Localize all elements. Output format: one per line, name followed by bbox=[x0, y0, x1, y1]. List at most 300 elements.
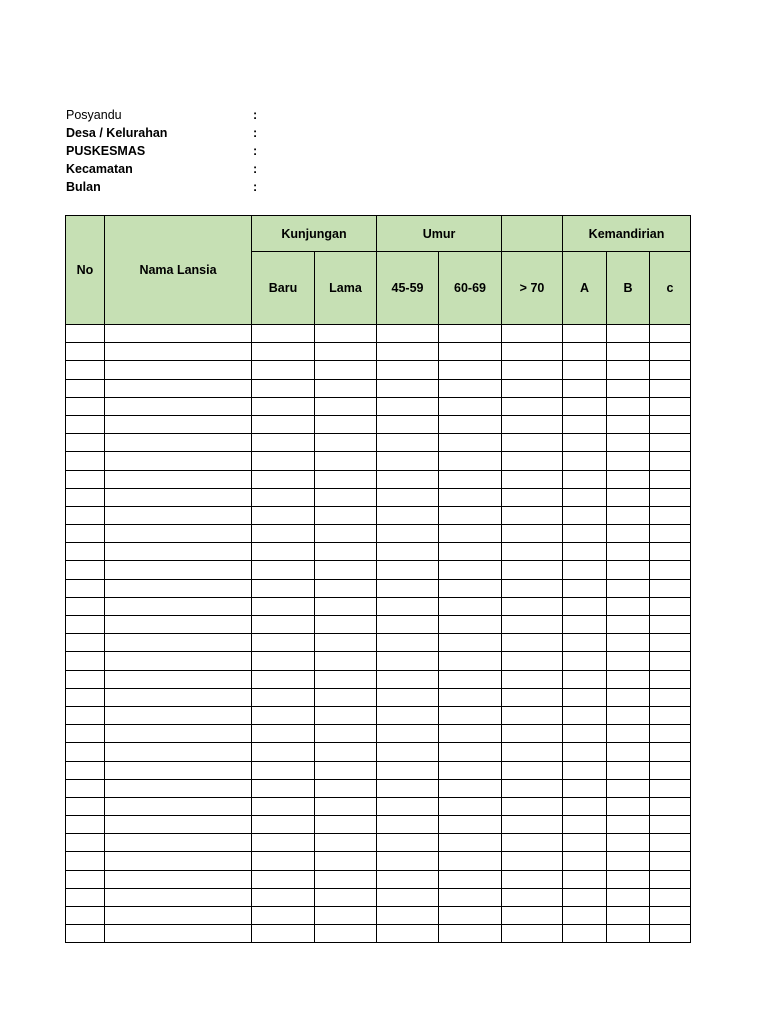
table-cell bbox=[502, 688, 563, 706]
table-cell bbox=[563, 888, 607, 906]
table-cell bbox=[315, 816, 377, 834]
table-cell bbox=[315, 725, 377, 743]
table-row bbox=[66, 616, 691, 634]
sub-c-header: c bbox=[650, 252, 691, 325]
table-row bbox=[66, 907, 691, 925]
table-cell bbox=[439, 379, 502, 397]
table-cell bbox=[315, 797, 377, 815]
table-cell bbox=[607, 652, 650, 670]
table-cell bbox=[105, 652, 252, 670]
table-cell bbox=[607, 379, 650, 397]
table-cell bbox=[439, 506, 502, 524]
table-cell bbox=[252, 543, 315, 561]
table-cell bbox=[377, 597, 439, 615]
table-cell bbox=[439, 579, 502, 597]
table-cell bbox=[650, 488, 691, 506]
table-cell bbox=[563, 543, 607, 561]
sub-baru-header: Baru bbox=[252, 252, 315, 325]
table-cell bbox=[66, 525, 105, 543]
table-cell bbox=[607, 725, 650, 743]
table-cell bbox=[377, 634, 439, 652]
table-cell bbox=[563, 397, 607, 415]
table-cell bbox=[563, 616, 607, 634]
group-kemandirian-header: Kemandirian bbox=[563, 216, 691, 252]
table-cell bbox=[502, 725, 563, 743]
table-cell bbox=[502, 925, 563, 943]
table-cell bbox=[439, 725, 502, 743]
table-cell bbox=[607, 452, 650, 470]
table-row bbox=[66, 852, 691, 870]
table-cell bbox=[66, 470, 105, 488]
table-cell bbox=[66, 488, 105, 506]
table-cell bbox=[650, 852, 691, 870]
table-cell bbox=[252, 670, 315, 688]
table-row bbox=[66, 415, 691, 433]
table-cell bbox=[105, 761, 252, 779]
table-cell bbox=[105, 834, 252, 852]
table-cell bbox=[66, 597, 105, 615]
table-cell bbox=[563, 688, 607, 706]
group-kunjungan-header: Kunjungan bbox=[252, 216, 377, 252]
table-cell bbox=[502, 706, 563, 724]
table-cell bbox=[439, 816, 502, 834]
table-cell bbox=[377, 325, 439, 343]
table-row bbox=[66, 652, 691, 670]
table-cell bbox=[377, 797, 439, 815]
table-row bbox=[66, 379, 691, 397]
table-cell bbox=[607, 561, 650, 579]
table-cell bbox=[315, 506, 377, 524]
table-cell bbox=[502, 670, 563, 688]
field-label: Posyandu bbox=[66, 108, 122, 122]
table-cell bbox=[252, 325, 315, 343]
table-cell bbox=[439, 761, 502, 779]
table-cell bbox=[502, 579, 563, 597]
table-cell bbox=[563, 470, 607, 488]
table-row bbox=[66, 779, 691, 797]
table-cell bbox=[66, 706, 105, 724]
table-cell bbox=[315, 907, 377, 925]
table-cell bbox=[66, 543, 105, 561]
table-cell bbox=[315, 470, 377, 488]
table-cell bbox=[607, 415, 650, 433]
table-cell bbox=[377, 743, 439, 761]
table-cell bbox=[650, 452, 691, 470]
table-cell bbox=[315, 361, 377, 379]
table-cell bbox=[252, 725, 315, 743]
table-cell bbox=[607, 816, 650, 834]
table-cell bbox=[439, 525, 502, 543]
table-cell bbox=[252, 561, 315, 579]
table-row bbox=[66, 725, 691, 743]
table-cell bbox=[105, 397, 252, 415]
table-row bbox=[66, 888, 691, 906]
sub-60-69-header: 60-69 bbox=[439, 252, 502, 325]
table-cell bbox=[563, 434, 607, 452]
table-cell bbox=[377, 907, 439, 925]
table-cell bbox=[650, 415, 691, 433]
table-cell bbox=[439, 870, 502, 888]
table-cell bbox=[105, 870, 252, 888]
table-cell bbox=[377, 816, 439, 834]
table-cell bbox=[66, 907, 105, 925]
table-cell bbox=[105, 616, 252, 634]
table-row bbox=[66, 743, 691, 761]
table-cell bbox=[105, 506, 252, 524]
table-cell bbox=[563, 652, 607, 670]
table-cell bbox=[439, 561, 502, 579]
table-cell bbox=[252, 343, 315, 361]
field-label: Bulan bbox=[66, 180, 101, 194]
table-cell bbox=[439, 888, 502, 906]
table-cell bbox=[563, 870, 607, 888]
sub-a-header: A bbox=[563, 252, 607, 325]
table-cell bbox=[315, 379, 377, 397]
table-cell bbox=[315, 779, 377, 797]
table-cell bbox=[252, 470, 315, 488]
table-row bbox=[66, 597, 691, 615]
table-cell bbox=[252, 761, 315, 779]
table-cell bbox=[66, 452, 105, 470]
table-cell bbox=[439, 779, 502, 797]
table-cell bbox=[607, 888, 650, 906]
table-cell bbox=[502, 652, 563, 670]
table-cell bbox=[563, 361, 607, 379]
table-cell bbox=[650, 816, 691, 834]
table-cell bbox=[105, 543, 252, 561]
table-cell bbox=[650, 925, 691, 943]
col-nama-lansia-header: Nama Lansia bbox=[105, 216, 252, 325]
table-cell bbox=[650, 343, 691, 361]
table-cell bbox=[607, 834, 650, 852]
table-cell bbox=[607, 579, 650, 597]
table-cell bbox=[315, 415, 377, 433]
table-cell bbox=[563, 325, 607, 343]
table-cell bbox=[66, 343, 105, 361]
table-cell bbox=[66, 434, 105, 452]
table-cell bbox=[377, 343, 439, 361]
table-cell bbox=[650, 597, 691, 615]
table-cell bbox=[377, 925, 439, 943]
table-cell bbox=[377, 470, 439, 488]
table-cell bbox=[607, 325, 650, 343]
table-cell bbox=[502, 779, 563, 797]
table-cell bbox=[439, 852, 502, 870]
table-cell bbox=[607, 706, 650, 724]
table-cell bbox=[563, 452, 607, 470]
field-colon: : bbox=[253, 162, 258, 176]
table-cell bbox=[105, 579, 252, 597]
table-cell bbox=[105, 670, 252, 688]
table-cell bbox=[650, 525, 691, 543]
table-cell bbox=[105, 434, 252, 452]
table-cell bbox=[252, 652, 315, 670]
table-cell bbox=[607, 779, 650, 797]
table-cell bbox=[105, 925, 252, 943]
table-cell bbox=[563, 488, 607, 506]
sub-45-59-header: 45-59 bbox=[377, 252, 439, 325]
table-cell bbox=[502, 434, 563, 452]
field-colon: : bbox=[253, 144, 258, 158]
table-cell bbox=[607, 870, 650, 888]
table-cell bbox=[252, 434, 315, 452]
table-cell bbox=[66, 634, 105, 652]
table-cell bbox=[502, 761, 563, 779]
table-cell bbox=[607, 543, 650, 561]
table-cell bbox=[502, 506, 563, 524]
table-cell bbox=[502, 852, 563, 870]
table-cell bbox=[607, 488, 650, 506]
table-cell bbox=[252, 834, 315, 852]
table-cell bbox=[66, 506, 105, 524]
table-cell bbox=[650, 361, 691, 379]
table-cell bbox=[105, 597, 252, 615]
table-row bbox=[66, 488, 691, 506]
table-row bbox=[66, 543, 691, 561]
table-cell bbox=[252, 506, 315, 524]
table-cell bbox=[315, 597, 377, 615]
table-cell bbox=[315, 616, 377, 634]
table-cell bbox=[252, 488, 315, 506]
table-cell bbox=[377, 415, 439, 433]
table-cell bbox=[66, 761, 105, 779]
table-cell bbox=[502, 525, 563, 543]
table-cell bbox=[315, 743, 377, 761]
table-cell bbox=[377, 525, 439, 543]
table-cell bbox=[252, 706, 315, 724]
table-cell bbox=[439, 634, 502, 652]
table-cell bbox=[105, 325, 252, 343]
table-cell bbox=[105, 816, 252, 834]
table-row bbox=[66, 361, 691, 379]
table-cell bbox=[439, 361, 502, 379]
table-cell bbox=[377, 616, 439, 634]
table-cell bbox=[650, 670, 691, 688]
table-cell bbox=[315, 452, 377, 470]
table-cell bbox=[650, 634, 691, 652]
table-row bbox=[66, 634, 691, 652]
table-cell bbox=[439, 415, 502, 433]
table-cell bbox=[607, 434, 650, 452]
table-cell bbox=[377, 779, 439, 797]
table-cell bbox=[66, 834, 105, 852]
table-cell bbox=[315, 888, 377, 906]
table-cell bbox=[66, 816, 105, 834]
table-cell bbox=[105, 743, 252, 761]
table-cell bbox=[650, 616, 691, 634]
table-cell bbox=[607, 525, 650, 543]
table-cell bbox=[66, 925, 105, 943]
table-cell bbox=[66, 779, 105, 797]
table-cell bbox=[502, 834, 563, 852]
table-cell bbox=[502, 561, 563, 579]
table-cell bbox=[650, 434, 691, 452]
table-cell bbox=[563, 379, 607, 397]
table-row bbox=[66, 525, 691, 543]
table-row bbox=[66, 706, 691, 724]
table-cell bbox=[439, 434, 502, 452]
table-cell bbox=[650, 325, 691, 343]
table-cell bbox=[563, 907, 607, 925]
table-cell bbox=[66, 852, 105, 870]
table-cell bbox=[252, 743, 315, 761]
table-cell bbox=[650, 888, 691, 906]
table-cell bbox=[252, 525, 315, 543]
table-cell bbox=[650, 688, 691, 706]
table-cell bbox=[377, 852, 439, 870]
table-cell bbox=[377, 834, 439, 852]
table-cell bbox=[377, 543, 439, 561]
table-cell bbox=[377, 725, 439, 743]
field-kecamatan bbox=[66, 160, 326, 178]
table-cell bbox=[650, 579, 691, 597]
table-cell bbox=[377, 506, 439, 524]
field-colon: : bbox=[253, 126, 258, 140]
table-cell bbox=[607, 343, 650, 361]
table-cell bbox=[315, 834, 377, 852]
table-cell bbox=[105, 634, 252, 652]
table-cell bbox=[105, 907, 252, 925]
sub-lama-header: Lama bbox=[315, 252, 377, 325]
table-cell bbox=[502, 415, 563, 433]
table-row bbox=[66, 561, 691, 579]
table-cell bbox=[105, 561, 252, 579]
table-row bbox=[66, 834, 691, 852]
table-cell bbox=[377, 452, 439, 470]
table-cell bbox=[66, 579, 105, 597]
table-cell bbox=[607, 470, 650, 488]
table-cell bbox=[439, 597, 502, 615]
table-cell bbox=[439, 743, 502, 761]
table-row bbox=[66, 870, 691, 888]
table-cell bbox=[502, 488, 563, 506]
table-cell bbox=[315, 488, 377, 506]
table-cell bbox=[377, 488, 439, 506]
table-cell bbox=[502, 797, 563, 815]
table-cell bbox=[105, 361, 252, 379]
table-cell bbox=[563, 561, 607, 579]
table-cell bbox=[607, 597, 650, 615]
field-colon: : bbox=[253, 108, 258, 122]
table-cell bbox=[650, 907, 691, 925]
form-info bbox=[66, 106, 326, 196]
table-cell bbox=[105, 688, 252, 706]
field-desa-kelurahan bbox=[66, 124, 326, 142]
table-cell bbox=[502, 379, 563, 397]
table-cell bbox=[377, 670, 439, 688]
table-cell bbox=[563, 761, 607, 779]
table-cell bbox=[252, 888, 315, 906]
table-cell bbox=[650, 743, 691, 761]
table-cell bbox=[66, 870, 105, 888]
field-colon: : bbox=[253, 180, 258, 194]
table-cell bbox=[650, 506, 691, 524]
table-cell bbox=[105, 852, 252, 870]
table-cell bbox=[563, 706, 607, 724]
field-bulan bbox=[66, 178, 326, 196]
table-row bbox=[66, 506, 691, 524]
table-row bbox=[66, 434, 691, 452]
lansia-register-table bbox=[65, 215, 691, 943]
table-cell bbox=[502, 634, 563, 652]
table-cell bbox=[105, 779, 252, 797]
table-cell bbox=[252, 779, 315, 797]
table-cell bbox=[315, 761, 377, 779]
table-cell bbox=[439, 688, 502, 706]
table-cell bbox=[563, 743, 607, 761]
table-row bbox=[66, 761, 691, 779]
table-cell bbox=[377, 561, 439, 579]
table-cell bbox=[377, 379, 439, 397]
table-cell bbox=[607, 925, 650, 943]
table-cell bbox=[66, 616, 105, 634]
table-cell bbox=[377, 870, 439, 888]
table-cell bbox=[439, 397, 502, 415]
table-cell bbox=[650, 561, 691, 579]
table-cell bbox=[607, 397, 650, 415]
table-cell bbox=[252, 870, 315, 888]
table-cell bbox=[502, 543, 563, 561]
sub-over-70-header: > 70 bbox=[502, 252, 563, 325]
table-cell bbox=[105, 452, 252, 470]
table-cell bbox=[315, 525, 377, 543]
table-cell bbox=[252, 452, 315, 470]
table-cell bbox=[607, 743, 650, 761]
table-cell bbox=[439, 670, 502, 688]
table-cell bbox=[563, 525, 607, 543]
table-cell bbox=[502, 397, 563, 415]
table-cell bbox=[315, 397, 377, 415]
table-cell bbox=[377, 888, 439, 906]
table-cell bbox=[105, 888, 252, 906]
field-posyandu bbox=[66, 106, 326, 124]
table-cell bbox=[252, 816, 315, 834]
table-cell bbox=[650, 470, 691, 488]
table-cell bbox=[607, 634, 650, 652]
table-row bbox=[66, 470, 691, 488]
table-cell bbox=[315, 634, 377, 652]
table-cell bbox=[502, 907, 563, 925]
table-cell bbox=[439, 470, 502, 488]
table-cell bbox=[105, 379, 252, 397]
table-cell bbox=[650, 706, 691, 724]
table-cell bbox=[377, 688, 439, 706]
table-cell bbox=[650, 397, 691, 415]
table-cell bbox=[252, 852, 315, 870]
sub-b-header: B bbox=[607, 252, 650, 325]
table-cell bbox=[315, 706, 377, 724]
table-row bbox=[66, 397, 691, 415]
table-cell bbox=[66, 561, 105, 579]
field-puskesmas bbox=[66, 142, 326, 160]
table-cell bbox=[315, 688, 377, 706]
table-cell bbox=[315, 925, 377, 943]
table-cell bbox=[607, 852, 650, 870]
table-cell bbox=[66, 725, 105, 743]
table-row bbox=[66, 579, 691, 597]
table-cell bbox=[650, 761, 691, 779]
table-cell bbox=[105, 488, 252, 506]
table-cell bbox=[66, 688, 105, 706]
table-cell bbox=[315, 325, 377, 343]
table-cell bbox=[315, 543, 377, 561]
table-cell bbox=[607, 361, 650, 379]
table-row bbox=[66, 816, 691, 834]
table-cell bbox=[563, 925, 607, 943]
table-cell bbox=[563, 779, 607, 797]
table-cell bbox=[439, 616, 502, 634]
table-row bbox=[66, 925, 691, 943]
